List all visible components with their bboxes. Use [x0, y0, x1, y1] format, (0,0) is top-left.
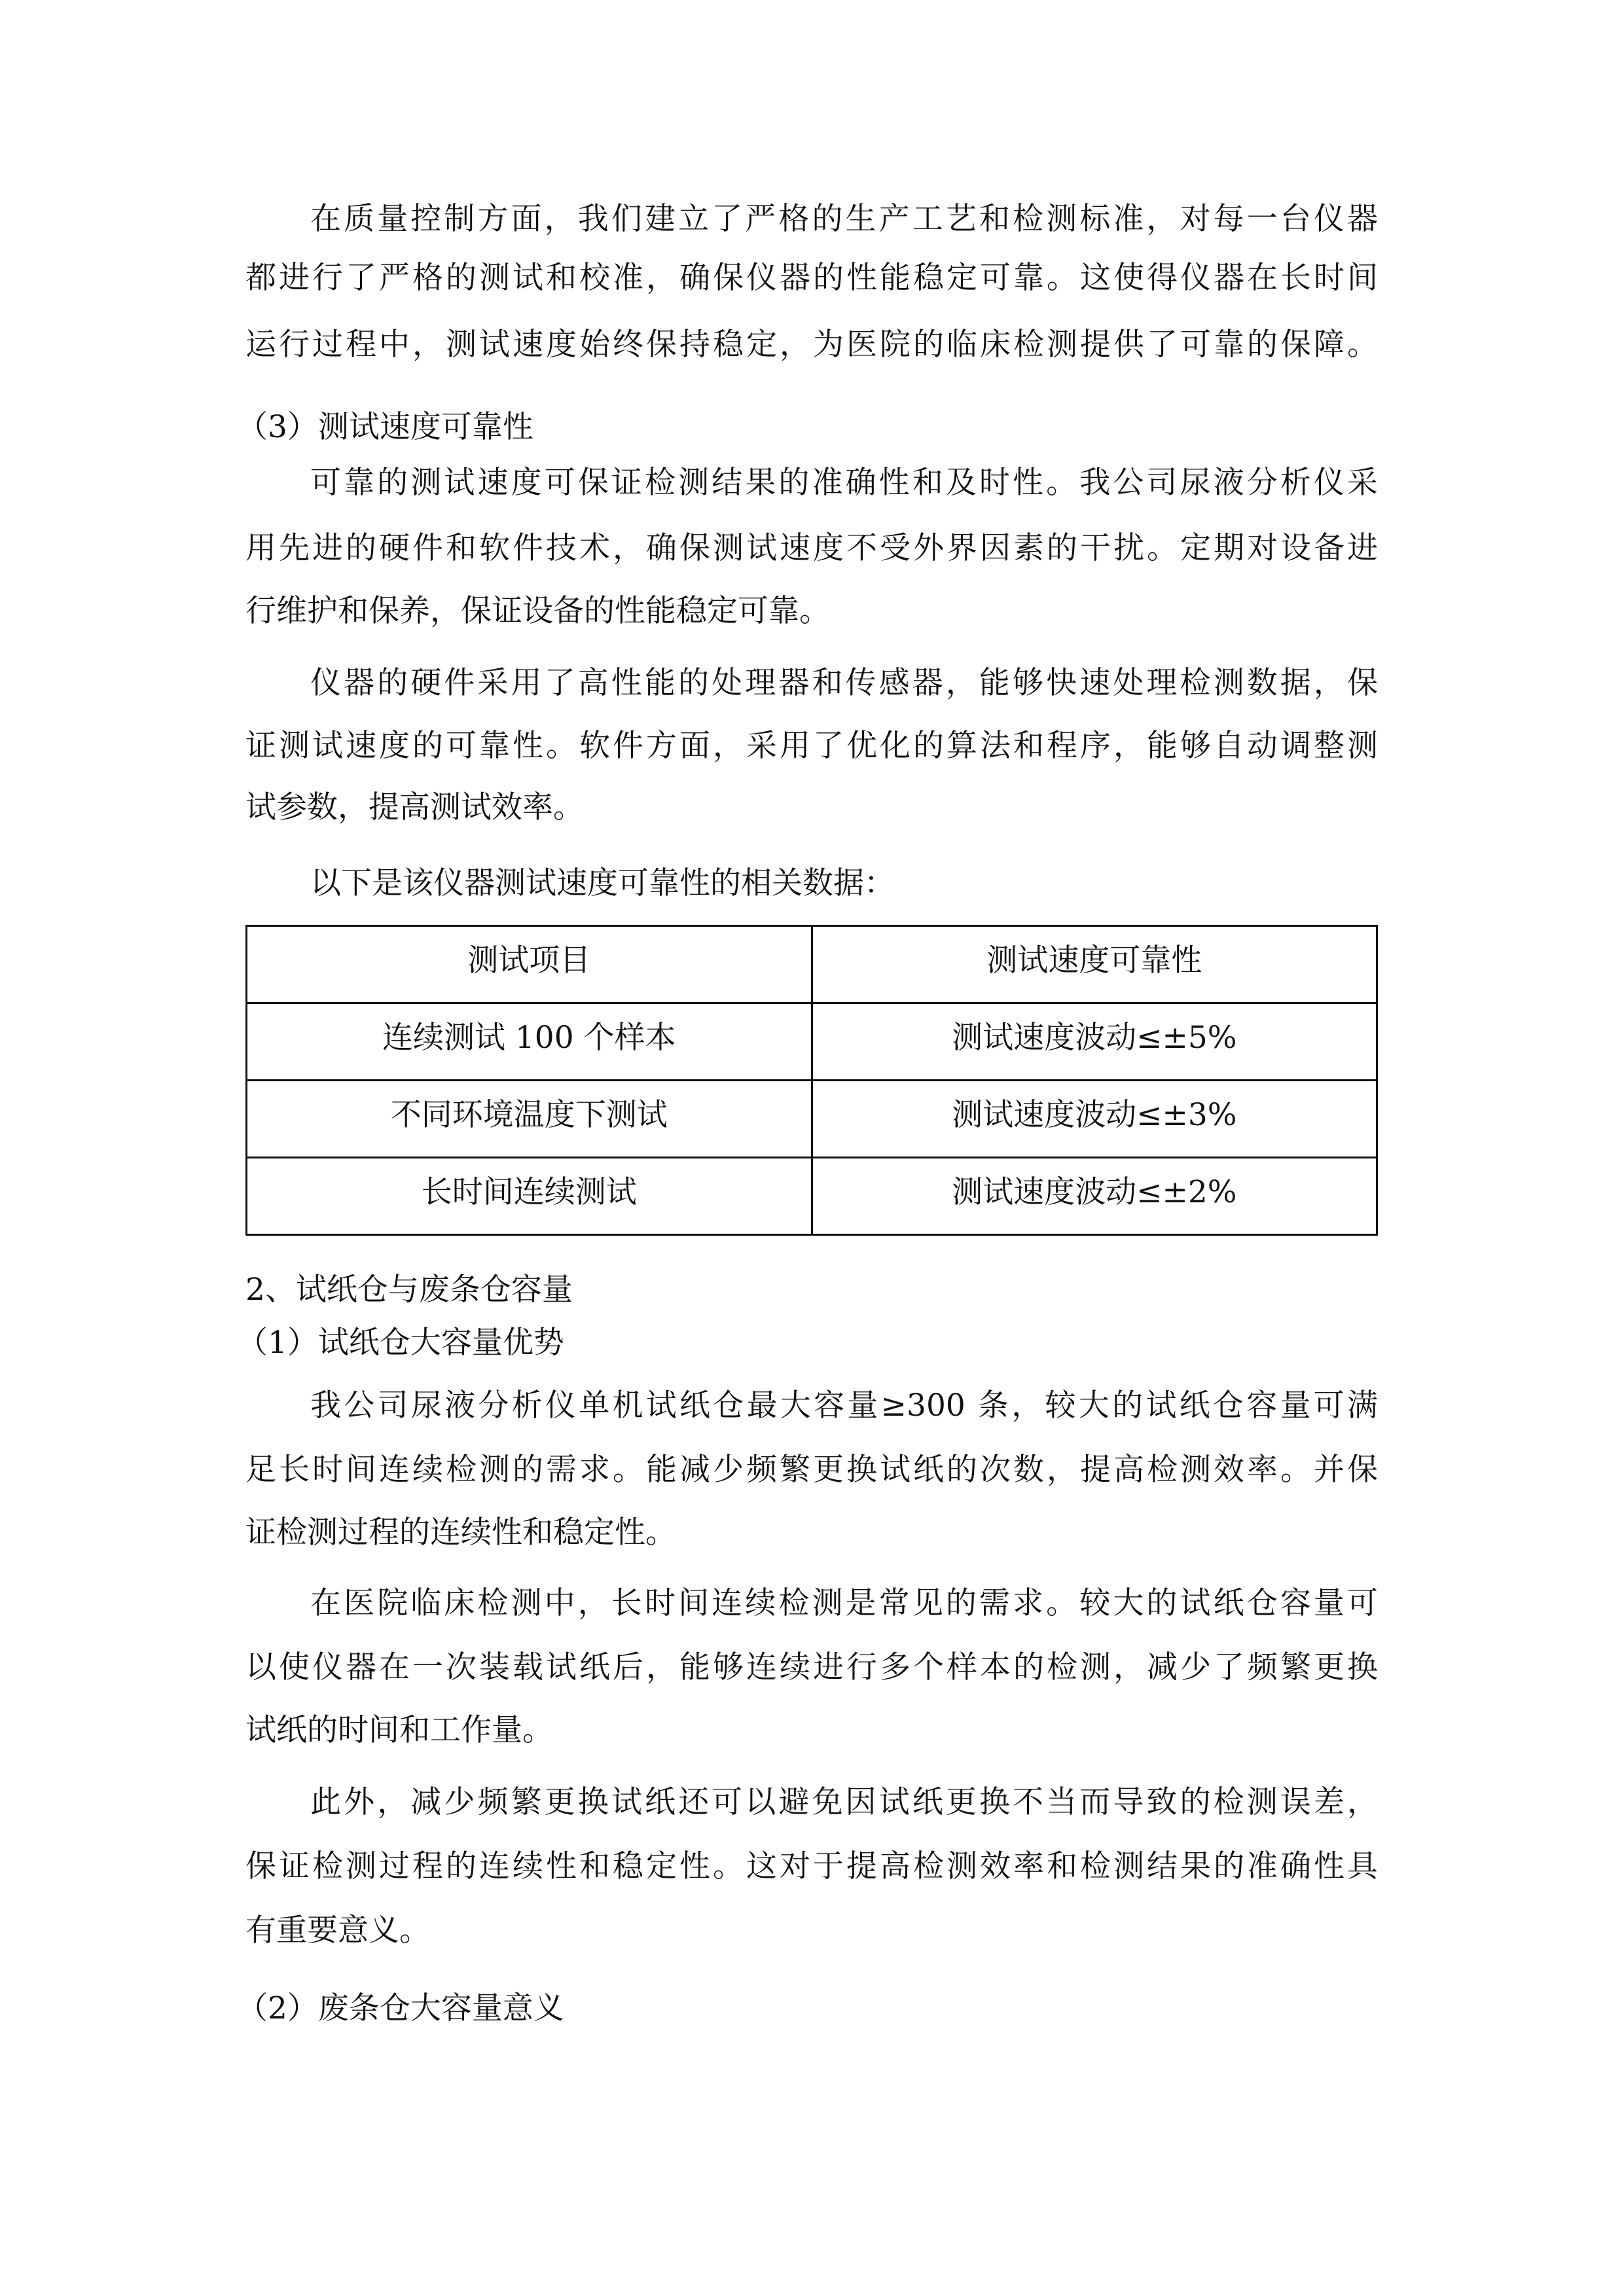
paragraph-line: 证测试速度的可靠性。软件方面，采用了优化的算法和程序，能够自动调整测: [245, 728, 1378, 764]
paragraph-line: 足长时间连续检测的需求。能减少频繁更换试纸的次数，提高检测效率。并保: [245, 1452, 1378, 1488]
section-heading: （1）试纸仓大容量优势: [237, 1325, 564, 1361]
table-header-cell: 测试项目: [247, 926, 812, 1003]
table-cell: 长时间连续测试: [247, 1158, 812, 1235]
section-heading: 2、试纸仓与废条仓容量: [245, 1272, 573, 1308]
paragraph-line: 此外，减少频繁更换试纸还可以避免因试纸更换不当而导致的检测误差，: [310, 1784, 1378, 1820]
paragraph-line: 试参数，提高测试效率。: [245, 789, 584, 825]
table-row: [247, 1158, 1377, 1235]
paragraph-line: 在质量控制方面，我们建立了严格的生产工艺和检测标准，对每一台仪器: [310, 201, 1378, 237]
paragraph-line: 可靠的测试速度可保证检测结果的准确性和及时性。我公司尿液分析仪采: [310, 465, 1378, 501]
paragraph-line: 以下是该仪器测试速度可靠性的相关数据：: [310, 865, 895, 901]
table-header-row: [247, 926, 1377, 1003]
paragraph-line: 以使仪器在一次装载试纸后，能够连续进行多个样本的检测，减少了频繁更换: [245, 1649, 1378, 1685]
table-row: [247, 1003, 1377, 1081]
paragraph-line: 证检测过程的连续性和稳定性。: [245, 1515, 676, 1551]
speed-reliability-table: [245, 925, 1378, 1236]
paragraph-line: 试纸的时间和工作量。: [245, 1712, 553, 1748]
table-cell: 测试速度波动≤±2%: [812, 1158, 1377, 1235]
table-row: [247, 1081, 1377, 1158]
section-heading: （2）废条仓大容量意义: [237, 1990, 564, 2026]
paragraph-line: 行维护和保养，保证设备的性能稳定可靠。: [245, 593, 830, 629]
table-cell: 不同环境温度下测试: [247, 1081, 812, 1158]
paragraph-line: 我公司尿液分析仪单机试纸仓最大容量≥300 条，较大的试纸仓容量可满: [310, 1388, 1378, 1424]
section-heading: （3）测试速度可靠性: [237, 409, 533, 445]
paragraph-line: 都进行了严格的测试和校准，确保仪器的性能稳定可靠。这使得仪器在长时间: [245, 260, 1378, 296]
table-cell: 测试速度波动≤±5%: [812, 1003, 1377, 1081]
table-cell: 测试速度波动≤±3%: [812, 1081, 1377, 1158]
paragraph-line: 有重要意义。: [245, 1912, 430, 1948]
paragraph-line: 运行过程中，测试速度始终保持稳定，为医院的临床检测提供了可靠的保障。: [245, 327, 1378, 363]
paragraph-line: 用先进的硬件和软件技术，确保测试速度不受外界因素的干扰。定期对设备进: [245, 530, 1378, 566]
paragraph-line: 仪器的硬件采用了高性能的处理器和传感器，能够快速处理检测数据，保: [310, 665, 1378, 701]
table-header-cell: 测试速度可靠性: [812, 926, 1377, 1003]
table-cell: 连续测试 100 个样本: [247, 1003, 812, 1081]
paragraph-line: 在医院临床检测中，长时间连续检测是常见的需求。较大的试纸仓容量可: [310, 1585, 1378, 1621]
paragraph-line: 保证检测过程的连续性和稳定性。这对于提高检测效率和检测结果的准确性具: [245, 1848, 1378, 1884]
